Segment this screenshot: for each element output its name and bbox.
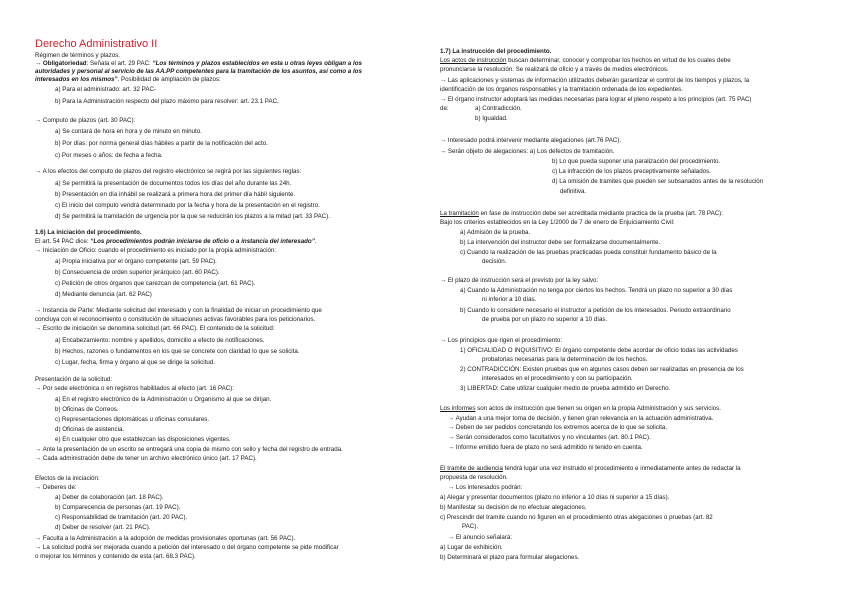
list-item: b) Presentación en día inhábil se realizará a primera hora del primer día hábil siguiente.: [55, 191, 296, 198]
list-item: c) Por meses o años: de fecha a fecha.: [55, 152, 163, 159]
list-item: a) En el registro electrónico de la Administración u Organismo al que se dirijan.: [55, 396, 272, 403]
text-line: → Computo de plazos (art. 30 PAC):: [35, 117, 136, 124]
list-item: a) Admisión de la prueba.: [460, 229, 531, 236]
arrow-bold: → Obligatoriedad: [35, 60, 87, 67]
text-line: Presentación de la solicitud:: [35, 376, 113, 383]
list-item: b) Hechos, razones o fundamentos en los que se concrete con claridad lo que se solicita.: [55, 348, 300, 355]
list-item: → Los interesados podrán:: [448, 484, 523, 491]
list-item: a) Lugar de exhibición.: [440, 544, 503, 551]
text-line: → Por sede electrónica o en registros habilitados al efecto (art. 16 PAC):: [35, 385, 235, 392]
text-line: de:: [440, 105, 449, 112]
underlined-term: Los actos de instrucción: [440, 57, 507, 64]
text-span: .: [314, 238, 317, 245]
list-item: b) Determinará el plazo para formular alegaciones.: [440, 554, 580, 561]
text-line: Bajo los criterios establecidos en la Ley 1/2000 de 7 de enero de Enjuiciamiento Civil:: [440, 219, 675, 226]
text-line: [440, 57, 731, 65]
quote: “Los términos y plazos establecidos en esta u otras leyes obligan a los: [152, 60, 362, 67]
list-item: a) Contradicción.: [475, 105, 522, 112]
list-item: de prueba por un plazo no superior a 10 días.: [482, 316, 608, 323]
list-item: → El anuncio señalará:: [448, 534, 512, 541]
list-item: PAC).: [462, 523, 479, 530]
text-line: propuesta de resolución.: [440, 474, 508, 481]
list-item: c) La infracción de los plazos preceptivamente señalados.: [552, 168, 711, 175]
section-heading: 1.6) La iniciación del procedimiento.: [35, 229, 142, 236]
text-line: [35, 60, 362, 68]
text-line: [440, 210, 723, 218]
text-line: o mejorar los términos y contenido de esta (art. 68.3 PAC).: [35, 553, 196, 560]
list-item: c) El inicio del computo vendrá determinado por la fecha y hora de la presentación en el registro.: [55, 202, 320, 209]
underlined-term: El tramite de audiencia: [440, 465, 503, 472]
text-line: pronunciarse la resolución. Se realizará de oficio y a través de medios electrónicos.: [440, 66, 669, 73]
list-item: b) Oficinas de Correos.: [55, 406, 119, 413]
list-item: c) Responsabilidad de tramitación (art. 20 PAC).: [55, 514, 188, 521]
list-item: d) La omisión de tramites que pueden ser subsanados antes de la resolución: [552, 178, 764, 185]
list-item: 2) CONTRADICCIÓN: Existen pruebas que en algunos casos deben ser realizadas en presencia de los: [460, 366, 744, 373]
list-item: ni inferior a 10 días.: [482, 296, 537, 303]
text-line: Efectos de la iniciación:: [35, 475, 100, 482]
quote: autoridades y personal al servicio de las AA.PP competentes para la tramitación de los asuntos, así como a los: [35, 68, 362, 75]
text-span: en fase de instrucción debe ser acreditada mediante practica de la prueba (art. 78 PAC):: [478, 210, 723, 217]
text-line: → Serán objeto de alegaciones: a) Los defectos de tramitación.: [440, 148, 615, 155]
quote: “Los procedimientos podrán iniciarse de oficio o a instancia del interesado”: [90, 238, 315, 245]
list-item: interesados en el procedimiento y con su participación.: [482, 375, 633, 382]
text-span: . Posibilidad de ampliación de plazos:: [117, 76, 221, 83]
list-item: probatorias necesarias para la determinación de los hechos.: [482, 356, 648, 363]
list-item: a) Encabezamiento: nombre y apellidos, domicilio a efecto de notificaciones.: [55, 337, 265, 344]
list-item: → Serán considerados como facultativos y no vinculantes (art. 80.1 PAC).: [448, 434, 651, 441]
text-line: → A los efectos del computo de plazos del registro electrónico se regirá por las siguientes reglas:: [35, 168, 302, 175]
list-item: c) Prescindir del tramite cuando no figuren en el procedimiento otras alegaciones o pruebas (art. 82: [440, 514, 713, 521]
list-item: c) Representaciones diplomáticas u oficinas consulares.: [55, 416, 210, 423]
list-item: b) Igualdad.: [475, 115, 508, 122]
text-line: → La solicitud podrá ser mejorada cuando a petición del interesado o del órgano competente se pide modificar: [35, 544, 339, 551]
text-span: : Señala el art. 29 PAC:: [86, 60, 153, 67]
list-item: → Informe emitido fuera de plazo no será admitido ni tenido en cuenta.: [448, 444, 643, 451]
underlined-term: Los informes: [440, 405, 476, 412]
text-span: El art. 54 PAC dice:: [35, 238, 91, 245]
quote: interesados en los mismos”: [35, 76, 118, 83]
text-line: → Escrito de iniciación se denomina solicitud (art. 66 PAC). El contenido de la solicitud:: [35, 325, 275, 332]
list-item: b) La intervención del instructor debe ser formalizarse documentalmente.: [460, 239, 661, 246]
text-line: Régimen de términos y plazos.: [35, 52, 120, 59]
list-item: definitiva.: [560, 188, 587, 195]
underlined-term: La tramitación: [440, 210, 479, 217]
list-item: 1) OFICIALIDAD O INQUISITIVO: El órgano competente debe acordar de oficio todas las actividades: [460, 347, 738, 354]
text-line: concluya con el reconocimiento o constitución de situaciones activas favorables para los peticionarios.: [35, 316, 316, 323]
text-line: identificación de los órganos responsables y la tramitación ordenada de los expedientes.: [440, 86, 683, 93]
list-item: a) Alegar y presentar documentos (plazo no inferior a 10 días ni superior a 15 días).: [440, 494, 670, 501]
list-item: decisión.: [482, 258, 507, 265]
list-item: a) Propia iniciativa por el órgano competente (art. 59 PAC).: [55, 258, 217, 265]
list-item: b) Manifestar su decisión de no efectuar alegaciones.: [440, 504, 587, 511]
text-line: → Iniciación de Oficio: cuando el procedimiento es iniciado por la propia administración:: [35, 247, 277, 254]
list-item: a) Cuando la Administración no tenga por ciertos los hechos. Tendrá un plazo no superior a 30 días: [460, 287, 733, 294]
text-line: → Interesado podrá intervenir mediante alegaciones (art.76 PAC).: [440, 137, 622, 144]
list-item: b) Comparecencia de personas (art. 19 PAC).: [55, 504, 181, 511]
text-line: → El órgano instructor adoptará las medidas necesarias para lograr el pleno respeto a los principios (art. 75 PAC): [440, 96, 752, 103]
text-line: [440, 405, 721, 413]
list-item: a) Se permitirá la presentación de documentos todos los días del año durante las 24h.: [55, 180, 292, 187]
text-span: buscan determinar, conocer y comprobar los hechos en virtud de los cuales debe: [506, 57, 731, 64]
list-item: b) Lo que pueda suponer una paralización del procedimiento.: [552, 158, 721, 165]
text-span: tendrá lugar una vez instruido el procedimiento e inmediatamente antes de redactar la: [502, 465, 741, 472]
list-item: c) Cuando la realización de las pruebas practicadas pueda constituir fundamento básico de la: [460, 249, 717, 256]
list-item: b) Consecuencia de orden superior jerárquico (art. 60 PAC).: [55, 269, 220, 276]
list-item: → Ayudan a una mejor toma de decisión, y tienen gran relevancia en la actuación administrativa.: [448, 415, 714, 422]
list-item: → Deben de ser pedidos concretando los extremos acerca de lo que se solicita.: [448, 424, 668, 431]
text-line: → Deberes de:: [35, 484, 77, 491]
text-line: [35, 238, 317, 246]
text-line: → Faculta a la Administración a la adopción de medidas provisionales oportunas (art. 56 PAC).: [35, 535, 296, 542]
list-item: c) Lugar, fecha, firma y órgano al que se dirige la solicitud.: [55, 359, 215, 366]
list-item: d) Oficinas de asistencia.: [55, 426, 125, 433]
text-line: [440, 465, 741, 473]
section-heading: 1.7) La instrucción del procedimiento.: [440, 48, 552, 55]
list-item: d) Mediante denuncia (art. 62 PAC): [55, 291, 152, 298]
list-item: 3) LIBERTAD: Cabe utilizar cualquier medio de prueba admitido en Derecho.: [460, 385, 671, 392]
list-item: a) Deber de colaboración (art. 18 PAC).: [55, 494, 164, 501]
list-item: e) En cualquier otro que establezcan las disposiciones vigentes.: [55, 436, 231, 443]
list-item: a) Para el administrado: art. 32 PAC-: [55, 86, 156, 93]
text-line: [35, 76, 221, 84]
text-line: → El plazo de instrucción será el previsto por la ley salvo:: [440, 277, 599, 284]
text-line: → Cada administración debe de tener un archivo electrónico único (art. 17 PAC).: [35, 455, 257, 462]
list-item: b) Por días: por norma general días hábiles a partir de la notificación del acto.: [55, 140, 268, 147]
text-line: → Las aplicaciones y sistemas de información utilizados deberán garantizar el control de los tiempos y plazos, la: [440, 77, 750, 84]
list-item: b) Para la Administración respecto del plazo máximo para resolver: art. 23.1 PAC.: [55, 98, 279, 105]
list-item: d) Deber de resolver (art. 21 PAC).: [55, 524, 151, 531]
list-item: a) Se contará de hora en hora y de minuto en minuto.: [55, 128, 202, 135]
text-line: → Instancia de Parte: Mediante solicitud del interesado y con la finalidad de iniciar un procedimiento que: [35, 307, 322, 314]
list-item: c) Petición de otros órganos que carezcan de competencia (art. 61 PAC).: [55, 280, 256, 287]
text-line: → Los principios que rigen el procedimiento:: [440, 337, 563, 344]
text-span: son actos de instrucción que tienen su origen en la propia Administración y sus servicios.: [475, 405, 721, 412]
list-item: b) Cuando lo considere necesario el instructor a petición de los interesados. Periodo extraordinario: [460, 307, 731, 314]
text-line: → Ante la presentación de un escrito se entregará una copia de mismo con sello y fecha del registro de entrada.: [35, 446, 343, 453]
page-title: Derecho Administrativo II: [35, 38, 158, 50]
list-item: d) Se permitirá la tramitación de urgencia por la que se reducirán los plazos a la mitad (art. 33 PAC).: [55, 213, 331, 220]
